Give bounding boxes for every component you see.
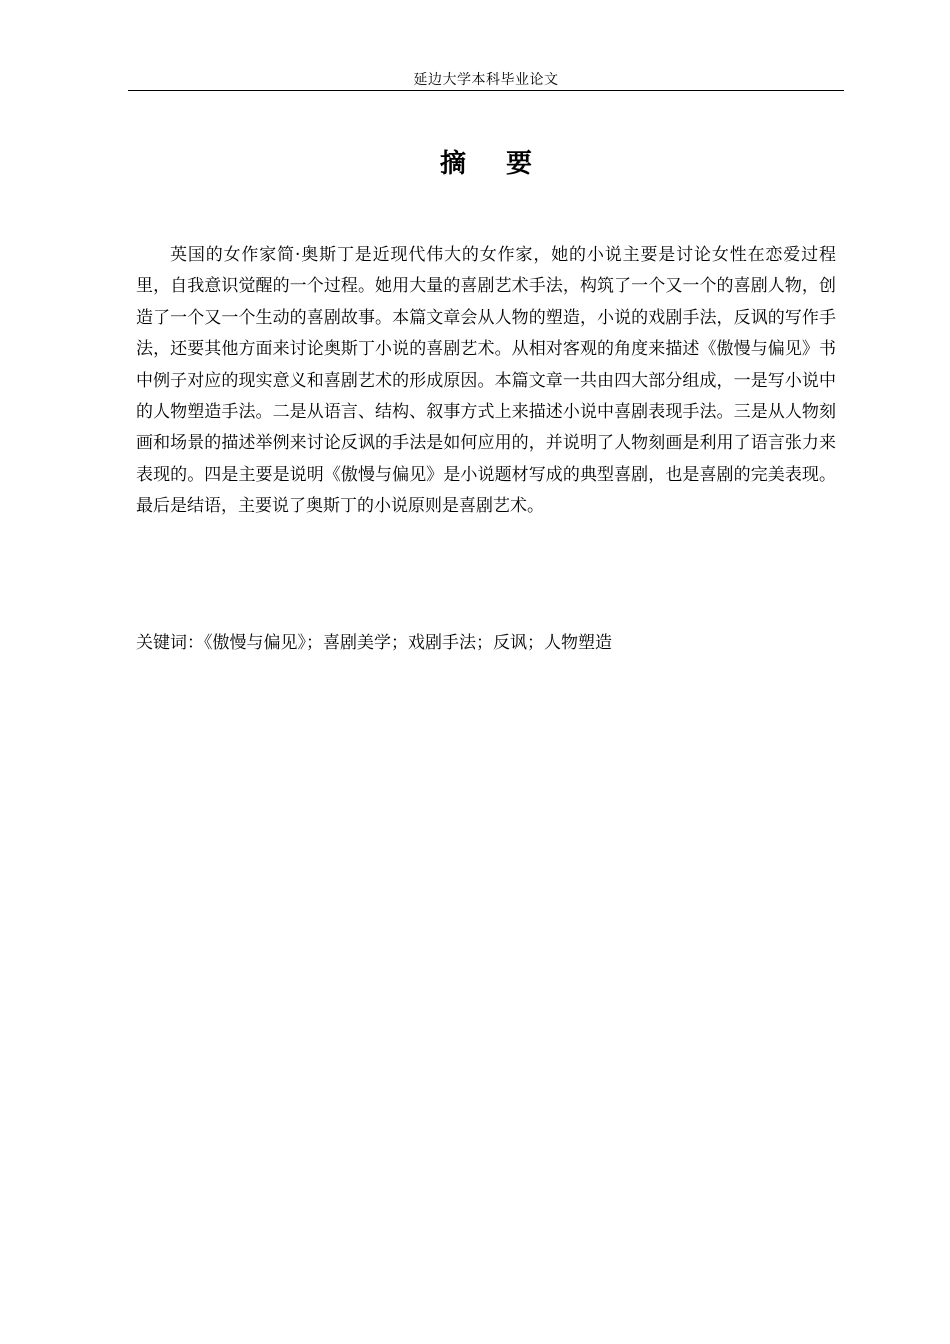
keywords-label: 关键词： xyxy=(136,633,204,653)
title-char-2: 要 xyxy=(506,149,533,179)
page-title xyxy=(128,146,844,182)
running-header: 延边大学本科毕业论文 xyxy=(413,72,559,88)
keywords-line xyxy=(136,628,836,659)
title-char-1: 摘 xyxy=(439,149,466,179)
header-rule xyxy=(128,90,844,91)
abstract-paragraph: 英国的女作家简·奥斯丁是近现代伟大的女作家，她的小说主要是讨论女性在恋爱过程里，自我意识觉醒的一个过程。她用大量的喜剧艺术手法，构筑了一个又一个的喜剧人物，创造了一个又一个生动的喜剧故事。本篇文章会从人物的塑造，小说的戏剧手法，反讽的写作手法，还要其他方面来讨论奥斯丁小说的喜剧艺术。从相对客观的角度来描述《傲慢与偏见》书中例子对应的现实意义和喜剧艺术的形成原因。本篇文章一共由四大部分组成，一是写小说中的人物塑造手法。二是从语言、结构、叙事方式上来描述小说中喜剧表现手法。三是从人物刻画和场景的描述举例来讨论反讽的手法是如何应用的，并说明了人物刻画是利用了语言张力来表现的。四是主要是说明《傲慢与偏见》是小说题材写成的典型喜剧，也是喜剧的完美表现。最后是结语，主要说了奥斯丁的小说原则是喜剧艺术。 xyxy=(136,245,836,517)
keywords-text: 《傲慢与偏见》；喜剧美学；戏剧手法；反讽；人物塑造 xyxy=(204,633,612,653)
